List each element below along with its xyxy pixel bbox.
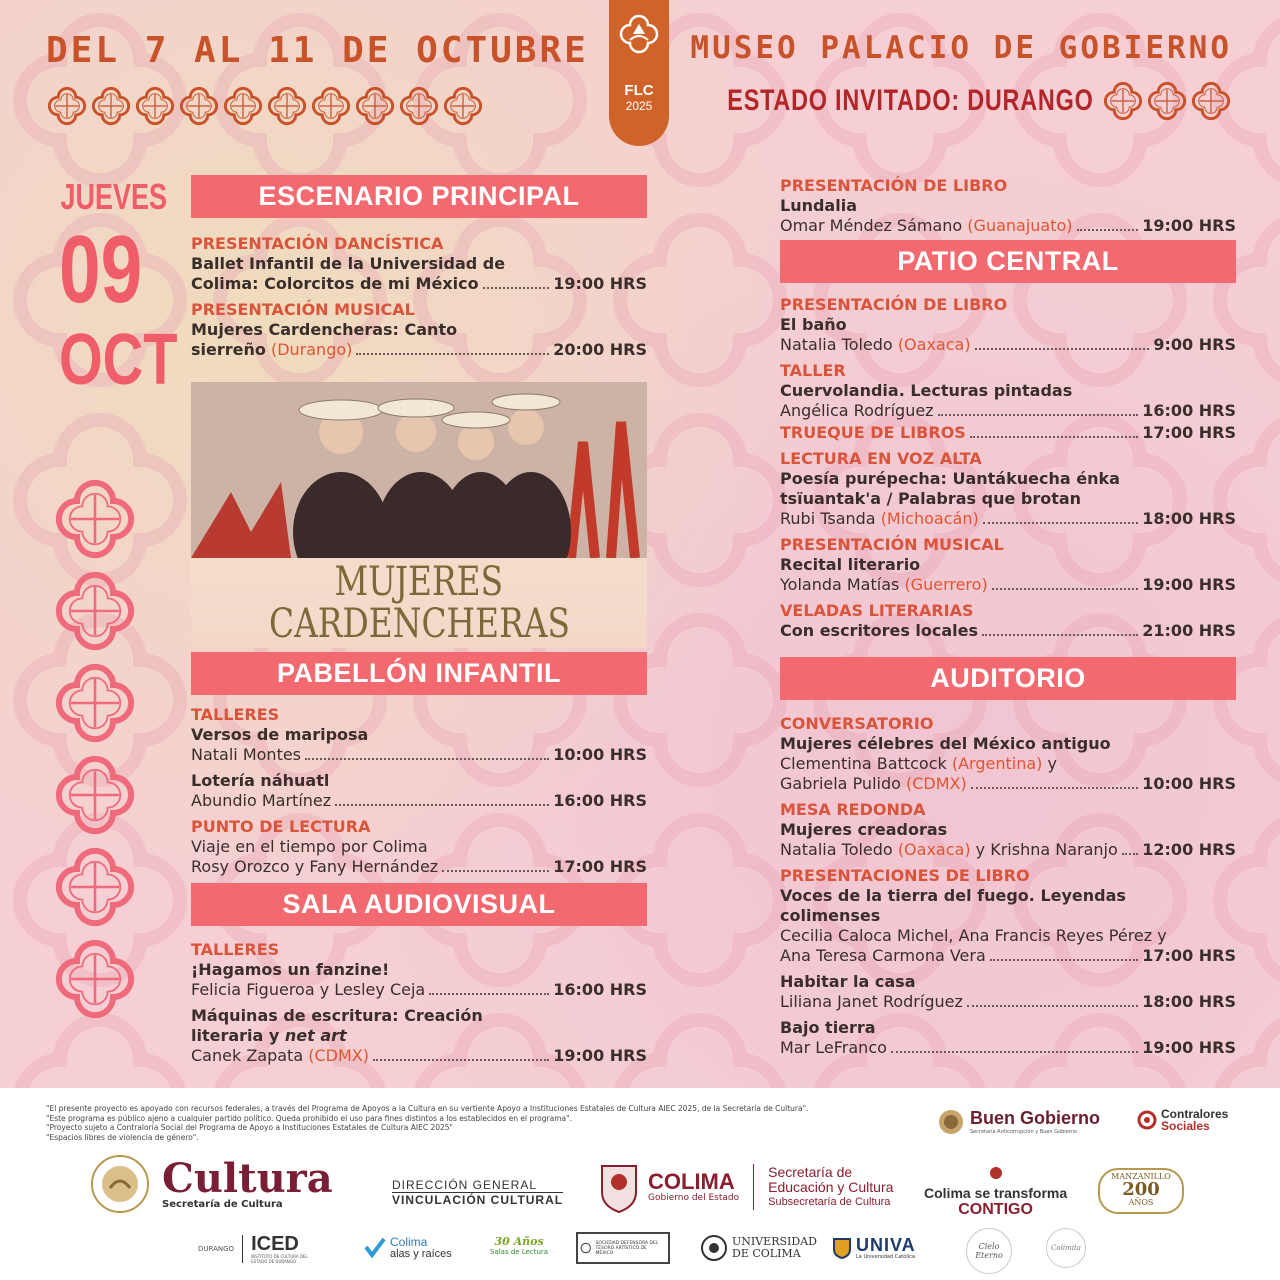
- day-number: 09: [59, 216, 143, 323]
- event-title: El baño: [780, 315, 847, 334]
- event-title: Voces de la tierra del fuego. Leyendas: [780, 886, 1126, 905]
- dot-leader: [442, 870, 549, 872]
- header-dates-block: [46, 30, 589, 127]
- day-month: OCT: [59, 320, 178, 400]
- iced-text: ICED: [251, 1233, 299, 1255]
- udc-line2: DE COLIMA: [732, 1247, 801, 1260]
- event-title-cont: [191, 340, 352, 360]
- check-leaf-icon: [364, 1237, 386, 1259]
- quatrefoil-ornament-icon: [52, 844, 138, 930]
- dot-leader: [373, 1059, 549, 1061]
- event-category: PRESENTACIÓN DE LIBRO: [780, 295, 1008, 314]
- cielo-eterno-logo: [966, 1228, 1012, 1274]
- event-category: TRUEQUE DE LIBROS: [780, 423, 966, 442]
- quatrefoil-ornament-icon: [52, 660, 138, 746]
- left-column: [191, 175, 647, 1066]
- event-category: PRESENTACIONES DE LIBRO: [780, 866, 1030, 885]
- event-row: [191, 274, 647, 294]
- event-entry: [191, 300, 647, 360]
- event-time: 16:00 HRS: [553, 791, 647, 810]
- event-time: 16:00 HRS: [553, 980, 647, 999]
- dot-leader: [335, 804, 549, 806]
- logo-flc-text: FLC: [624, 82, 654, 99]
- quatrefoil-ornament-icon: [398, 85, 440, 127]
- event-row: [780, 401, 1236, 421]
- event-category: TALLERES: [191, 705, 280, 724]
- quatrefoil-ornament-icon: [266, 85, 308, 127]
- event-state: (Argentina): [951, 754, 1043, 773]
- quatrefoil-ornament-icon: [52, 568, 138, 654]
- dot-leader: [483, 287, 550, 289]
- colimita-logo: [1046, 1228, 1086, 1268]
- event-entry: [191, 234, 647, 294]
- event-title: ¡Hagamos un fanzine!: [191, 960, 390, 979]
- colima-sub: Gobierno del Estado: [648, 1193, 740, 1203]
- cultura-text: Cultura: [162, 1154, 333, 1202]
- event-title-part: literaria y: [191, 1026, 285, 1045]
- section-escenario-principal: ESCENARIO PRINCIPAL: [191, 175, 647, 218]
- legal-note: "Este programa es público ajeno a cualquier partido político. Queda prohibido el uso para fines distintos a los establecidos en el programa".: [46, 1113, 572, 1123]
- event-presenter: Angélica Rodríguez: [780, 401, 934, 420]
- event-time: 12:00 HRS: [1142, 840, 1236, 859]
- event-title: Lundalia: [780, 196, 857, 215]
- event-category: PRESENTACIÓN MUSICAL: [191, 300, 415, 319]
- event-row: [191, 980, 647, 1000]
- event-time: 10:00 HRS: [553, 745, 647, 764]
- presenter-name: Yolanda Matías: [780, 575, 900, 594]
- presenter-name: Clementina Battcock: [780, 754, 947, 773]
- event-row: [780, 1038, 1236, 1058]
- colima-shield-icon: [598, 1160, 640, 1214]
- cielo-text: Cielo Eterno: [975, 1242, 1003, 1260]
- legal-note: "El presente proyecto es apoyado con recursos federales, a través del Programa de Apoyos a la Cultura en su vertiente Apoyo a Instituciones Estatales de Cultura AIEC 2025, de la Secretaría de Cultura".: [46, 1104, 809, 1113]
- event-row: [191, 340, 647, 360]
- presenter-name: y Krishna Naranjo: [975, 840, 1118, 859]
- cultura-sub: Secretaría de Cultura: [162, 1198, 283, 1210]
- venue-name: MUSEO PALACIO DE GOBIERNO: [690, 30, 1232, 66]
- event-presenter: Ana Teresa Carmona Vera: [780, 946, 986, 965]
- event-time: 19:00 HRS: [1142, 216, 1236, 235]
- event-title: Recital literario: [780, 555, 921, 574]
- event-presenter: [780, 509, 979, 529]
- quatrefoil-ornament-icon: [354, 85, 396, 127]
- day-name: JUEVES: [60, 176, 168, 217]
- event-state: (CDMX): [308, 1046, 369, 1065]
- event-title: Mujeres creadoras: [780, 820, 948, 839]
- mexico-seal-icon: [90, 1154, 150, 1214]
- udc-seal-icon: [700, 1234, 728, 1262]
- event-row: [780, 840, 1236, 860]
- event-presenter: [191, 1046, 369, 1066]
- event-category: TALLERES: [191, 940, 280, 959]
- quatrefoil-ornament-icon: [442, 85, 484, 127]
- event-row: [780, 621, 1236, 641]
- event-title-cont: Colima: Colorcitos de mi México: [191, 274, 479, 293]
- event-title: Lotería náhuatl: [191, 771, 330, 790]
- univa-shield-icon: [832, 1237, 852, 1259]
- salas-lectura-logo: [490, 1236, 548, 1258]
- dot-leader: [1122, 853, 1138, 855]
- dot-leader: [971, 787, 1139, 789]
- dot-leader: [891, 1051, 1138, 1053]
- quatrefoil-ornament-icon: [1190, 80, 1232, 122]
- cultura-logo: [90, 1154, 333, 1214]
- sociedad-text: SOCIEDAD DEFENSORA DEL TESORO ARTÍSTICO DE MÉXICO: [595, 1240, 659, 1256]
- colima-alas-logo: [364, 1236, 452, 1260]
- durango-text: DURANGO: [198, 1245, 235, 1253]
- event-category: LECTURA EN VOZ ALTA: [780, 449, 982, 468]
- seal-icon: [938, 1109, 964, 1135]
- section-patio-central: PATIO CENTRAL: [780, 240, 1236, 283]
- colima-gobierno-logo: [598, 1160, 893, 1214]
- quatrefoil-ornament-icon: [46, 85, 88, 127]
- event-time: 9:00 HRS: [1153, 335, 1236, 354]
- legal-note: "Espacios libres de violencia de género".: [46, 1132, 199, 1142]
- event-time: 21:00 HRS: [1142, 621, 1236, 640]
- day-block: [48, 176, 178, 400]
- event-presenter: [780, 575, 988, 595]
- salas-sub: Salas de Lectura: [490, 1248, 549, 1256]
- ornament-row-left: [46, 85, 589, 127]
- event-presenter: Liliana Janet Rodríguez: [780, 992, 963, 1011]
- quatrefoil-ornament-icon: [1102, 80, 1144, 122]
- event-category: VELADAS LITERARIAS: [780, 601, 974, 620]
- event-row: [780, 335, 1236, 355]
- event-time: 19:00 HRS: [1142, 1038, 1236, 1057]
- event-time: 18:00 HRS: [1142, 992, 1236, 1011]
- presenter-name: Omar Méndez Sámano: [780, 216, 963, 235]
- manzanillo-text: MANZANILLO: [1111, 1172, 1171, 1181]
- event-time: 18:00 HRS: [1142, 509, 1236, 528]
- event-presenter: [780, 840, 1118, 860]
- quatrefoil-ornament-icon: [178, 85, 220, 127]
- side-ornaments: [52, 476, 138, 1022]
- right-column: [780, 176, 1236, 1058]
- event-category: MESA REDONDA: [780, 800, 926, 819]
- quatrefoil-ornament-icon: [52, 752, 138, 838]
- event-dates: DEL 7 AL 11 DE OCTUBRE: [46, 30, 589, 71]
- event-title: Viaje en el tiempo por Colima: [191, 837, 428, 856]
- presenter-name: Gabriela Pulido: [780, 774, 901, 793]
- event-row: [780, 509, 1236, 529]
- quatrefoil-ornament-icon: [310, 85, 352, 127]
- event-presenter: [780, 335, 971, 355]
- event-presenter: [780, 754, 1057, 774]
- universidad-colima-logo: [700, 1234, 817, 1262]
- event-row: [780, 926, 1236, 946]
- performers-illustration: [191, 382, 647, 558]
- event-time: 17:00 HRS: [1142, 946, 1236, 965]
- colimita-text: Colimita: [1051, 1244, 1081, 1252]
- event-time: 19:00 HRS: [553, 274, 647, 293]
- event-row: [191, 745, 647, 765]
- event-state: (Guerrero): [904, 575, 988, 594]
- event-title: Mujeres célebres del México antiguo: [780, 734, 1111, 753]
- contralores-text: Contralores: [1161, 1107, 1229, 1121]
- event-title: Con escritores locales: [780, 621, 979, 640]
- event-state: (Guanajuato): [967, 216, 1073, 235]
- manzanillo-200: 200: [1122, 1179, 1160, 1200]
- dot-leader: [1077, 229, 1139, 231]
- quatrefoil-ornament-icon: [222, 85, 264, 127]
- footer: [0, 1088, 1280, 1280]
- sociedad-defensora-logo: [576, 1232, 670, 1264]
- direccion-general-logo: [392, 1178, 563, 1207]
- flower-icon: [983, 1166, 1009, 1180]
- dot-leader: [305, 758, 549, 760]
- iced-sub: INSTITUTO DE CULTURA DEL ESTADO DE DURANGO: [251, 1254, 308, 1264]
- salas-anos: 30 Años: [494, 1235, 544, 1248]
- quatrefoil-ornament-icon: [52, 936, 138, 1022]
- event-state: (CDMX): [906, 774, 967, 793]
- quatrefoil-ornament-icon: [1146, 80, 1188, 122]
- ornament-row-right: [1102, 80, 1232, 122]
- event-title-cont: colimenses: [780, 906, 881, 925]
- event-title: Poesía purépecha: Uantákuecha énka: [780, 469, 1120, 488]
- photo-caption: [191, 558, 647, 648]
- guest-state: ESTADO INVITADO: DURANGO: [727, 84, 1094, 117]
- section-pabellon-infantil: PABELLÓN INFANTIL: [191, 652, 647, 695]
- event-presenter: Natali Montes: [191, 745, 302, 764]
- event-category: CONVERSATORIO: [780, 714, 934, 733]
- event-title-cont: [191, 1026, 647, 1046]
- dot-leader: [990, 959, 1138, 961]
- event-row: [780, 946, 1236, 966]
- event-presenter: Abundio Martínez: [191, 791, 332, 810]
- logo-year-text: 2025: [625, 99, 653, 113]
- event-presenter: Felicia Figueroa y Lesley Ceja: [191, 980, 426, 999]
- event-title: Mujeres Cardencheras: Canto: [191, 320, 458, 339]
- event-row: [780, 992, 1236, 1012]
- event-row: [780, 216, 1236, 236]
- buen-gobierno-sub: Secretaría Anticorrupción y Buen Gobierno: [970, 1129, 1077, 1135]
- sociales-text: Sociales: [1161, 1119, 1210, 1133]
- transforma-line2: CONTIGO: [958, 1201, 1033, 1218]
- event-row: [780, 423, 1236, 443]
- presenter-name: Rubi Tsanda: [780, 509, 876, 528]
- presenter-name: Natalia Toledo: [780, 335, 893, 354]
- udc-line1: UNIVERSIDAD: [732, 1235, 817, 1248]
- caption-line: MUJERES: [334, 559, 504, 605]
- event-state: (Durango): [270, 340, 353, 359]
- buen-gobierno-text: Buen Gobierno: [970, 1108, 1100, 1128]
- quatrefoil-ornament-icon: [52, 476, 138, 562]
- seal-icon: [580, 1237, 592, 1259]
- conjunction: y: [1047, 754, 1057, 773]
- quatrefoil-ornament-icon: [134, 85, 176, 127]
- legal-notes: [46, 1104, 866, 1142]
- event-title: Versos de mariposa: [191, 725, 369, 744]
- colima-alas-line2: alas y raíces: [390, 1248, 452, 1260]
- quatrefoil-ornament-icon: [90, 85, 132, 127]
- dot-leader: [983, 522, 1139, 524]
- event-time: 19:00 HRS: [553, 1046, 647, 1065]
- header-venue-block: [624, 30, 1232, 122]
- event-row: [780, 774, 1236, 794]
- event-time: 20:00 HRS: [553, 340, 647, 359]
- colima-alas-line1: Colima: [390, 1235, 428, 1249]
- event-title: Bajo tierra: [780, 1018, 876, 1037]
- univa-text: UNIVA: [856, 1235, 916, 1255]
- event-row: [191, 857, 647, 877]
- colima-transforma-logo: [924, 1166, 1067, 1219]
- buen-gobierno-logo: [938, 1108, 1100, 1135]
- event-time: 17:00 HRS: [1142, 423, 1236, 442]
- univa-logo: [832, 1236, 916, 1260]
- event-time: 16:00 HRS: [1142, 401, 1236, 420]
- manzanillo-200-logo: [1098, 1168, 1184, 1214]
- secretaria-line1: Secretaría de: [768, 1164, 853, 1180]
- dot-leader: [992, 588, 1139, 590]
- dot-leader: [975, 348, 1150, 350]
- event-time: 10:00 HRS: [1142, 774, 1236, 793]
- event-category: TALLER: [780, 361, 846, 380]
- event-row: [191, 791, 647, 811]
- dot-leader: [356, 353, 549, 355]
- event-presenter: Mar LeFranco: [780, 1038, 887, 1057]
- guest-state-row: [624, 80, 1232, 122]
- contralores-logo: [1137, 1108, 1228, 1132]
- event-row: [191, 1046, 647, 1066]
- durango-iced-logo: [198, 1234, 321, 1264]
- event-presenter: Cecilia Caloca Michel, Ana Francis Reyes Pérez y: [780, 926, 1167, 945]
- event-presenter: Rosy Orozco y Fany Hernández: [191, 857, 439, 876]
- manzanillo-anos: AÑOS: [1128, 1198, 1154, 1207]
- cardencheras-photo: [191, 382, 647, 558]
- dot-leader: [982, 634, 1138, 636]
- event-row: [780, 575, 1236, 595]
- dot-leader: [429, 993, 549, 995]
- event-category: PRESENTACIÓN DE LIBRO: [780, 176, 1008, 195]
- event-title: Ballet Infantil de la Universidad de: [191, 254, 506, 273]
- presenter-name: Canek Zapata: [191, 1046, 304, 1065]
- event-category: PUNTO DE LECTURA: [191, 817, 371, 836]
- dot-leader: [967, 1005, 1138, 1007]
- event-title: Máquinas de escritura: Creación: [191, 1006, 483, 1025]
- event-title: Habitar la casa: [780, 972, 916, 991]
- event-title: Cuervolandia. Lecturas pintadas: [780, 381, 1073, 400]
- caption-line: CARDENCHERAS: [268, 601, 570, 647]
- colima-text: COLIMA: [648, 1169, 735, 1194]
- secretaria-line2: Educación y Cultura: [768, 1179, 894, 1195]
- event-title-italic: net art: [284, 1026, 347, 1045]
- univa-sub: La Universidad Católica: [856, 1254, 915, 1260]
- event-title-word: sierreño: [191, 340, 266, 359]
- event-category: PRESENTACIÓN MUSICAL: [780, 535, 1004, 554]
- section-auditorio: AUDITORIO: [780, 657, 1236, 700]
- legal-note: "Proyecto sujeto a Contraloría Social del Programa de Apoyo a Instituciones Estatales de Cultura AIEC 2025": [46, 1123, 454, 1132]
- event-row: [780, 754, 1236, 774]
- secretaria-line3: Subsecretaría de Cultura: [768, 1196, 891, 1208]
- dot-leader: [938, 414, 1139, 416]
- event-title-cont: tsïuantak'a / Palabras que brotan: [780, 489, 1082, 508]
- dot-leader: [970, 436, 1138, 438]
- event-time: 17:00 HRS: [553, 857, 647, 876]
- transforma-line1: Colima se transforma: [924, 1185, 1068, 1201]
- event-presenter: [780, 774, 967, 794]
- event-state: (Oaxaca): [897, 840, 971, 859]
- event-category: PRESENTACIÓN DANCÍSTICA: [191, 234, 444, 253]
- section-sala-audiovisual: SALA AUDIOVISUAL: [191, 883, 647, 926]
- event-time: 19:00 HRS: [1142, 575, 1236, 594]
- contralores-icon: [1137, 1110, 1157, 1130]
- event-presenter: [780, 216, 1073, 236]
- event-state: (Michoacán): [880, 509, 979, 528]
- dg-line1: DIRECCIÓN GENERAL: [392, 1178, 563, 1193]
- dg-line2: VINCULACIÓN CULTURAL: [392, 1193, 564, 1207]
- event-state: (Oaxaca): [897, 335, 971, 354]
- presenter-name: Natalia Toledo: [780, 840, 893, 859]
